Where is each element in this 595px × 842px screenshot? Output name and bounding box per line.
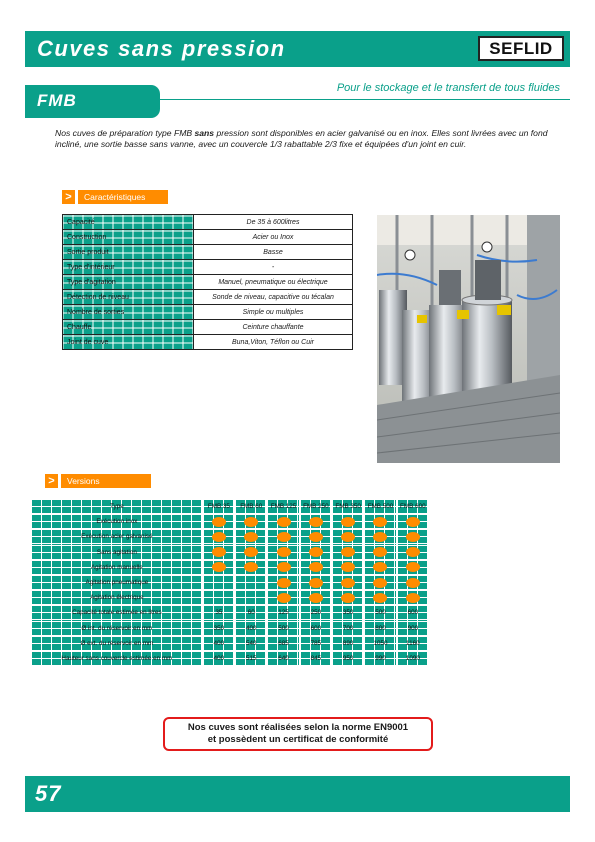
availability-cell — [365, 575, 395, 590]
available-dot-icon — [341, 532, 355, 542]
spec-row — [63, 290, 353, 305]
value-cell: 785 — [301, 636, 331, 651]
value-cell: 900 — [398, 621, 428, 636]
available-dot-icon — [212, 517, 226, 527]
availability-cell — [204, 545, 234, 560]
divider — [160, 99, 570, 100]
product-photo — [377, 215, 560, 463]
availability-cell — [333, 590, 363, 605]
availability-cell — [268, 514, 298, 529]
availability-cell — [398, 575, 428, 590]
available-dot-icon — [212, 532, 226, 542]
version-row-label: Agitation électrique — [32, 590, 202, 605]
value-cell: 990 — [365, 651, 395, 666]
availability-cell — [236, 529, 266, 544]
value-cell: 35 — [204, 605, 234, 620]
spec-row — [63, 260, 353, 275]
value-cell: 250 — [301, 605, 331, 620]
model-column-header: FMB 35 — [204, 499, 234, 514]
characteristics-label: Caractéristiques — [78, 190, 168, 204]
available-dot-icon — [309, 517, 323, 527]
spec-row — [63, 215, 353, 230]
value-cell: 1160 — [398, 636, 428, 651]
availability-cell — [301, 590, 331, 605]
spec-key: Sortie produit — [63, 245, 194, 260]
availability-cell — [365, 529, 395, 544]
arrow-icon: > — [62, 190, 75, 204]
seflid-logo: SEFLID — [478, 36, 564, 61]
available-dot-icon — [373, 562, 387, 572]
spec-row — [63, 245, 353, 260]
spec-row — [63, 335, 353, 350]
available-dot-icon — [212, 562, 226, 572]
notice-line-2: et possèdent un certificat de conformité — [207, 734, 389, 745]
certification-notice — [163, 717, 433, 751]
footer-bar — [25, 776, 570, 812]
value-cell: 400 — [204, 636, 234, 651]
model-column-header: FMB 500 — [365, 499, 395, 514]
availability-cell — [236, 514, 266, 529]
spec-row — [63, 305, 353, 320]
spec-value: Acier ou Inox — [194, 230, 353, 245]
page-number: 57 — [35, 781, 62, 806]
value-cell: 350 — [204, 621, 234, 636]
value-cell: 1050 — [365, 636, 395, 651]
available-dot-icon — [277, 517, 291, 527]
value-cell: 845 — [301, 651, 331, 666]
version-row-label: Agitation pneumatique — [32, 575, 202, 590]
availability-cell — [398, 590, 428, 605]
intro-bold: sans — [194, 128, 215, 138]
value-cell: 125 — [268, 605, 298, 620]
available-dot-icon — [406, 578, 420, 588]
available-dot-icon — [277, 593, 291, 603]
availability-cell — [365, 590, 395, 605]
available-dot-icon — [406, 593, 420, 603]
availability-cell — [204, 560, 234, 575]
version-row-label: Capacité totale estimée en litres — [32, 605, 202, 620]
characteristics-tag — [62, 190, 168, 204]
value-cell: 400 — [236, 621, 266, 636]
version-row — [32, 529, 428, 544]
availability-cell — [268, 575, 298, 590]
version-row-label: Exécution acier galvanisé — [32, 529, 202, 544]
available-dot-icon — [244, 547, 258, 557]
spec-value: Buna,Viton, Téflon ou Cuir — [194, 335, 353, 350]
model-column-header: FMB 250 — [301, 499, 331, 514]
value-cell: 890 — [333, 636, 363, 651]
versions-type-header: Type — [32, 499, 202, 514]
availability-cell — [301, 529, 331, 544]
availability-cell — [236, 560, 266, 575]
availability-cell — [204, 514, 234, 529]
spec-key: Joint de cuve — [63, 335, 194, 350]
spec-key: Construction — [63, 230, 194, 245]
available-dot-icon — [244, 517, 258, 527]
versions-header-row — [32, 499, 428, 514]
value-cell: 600 — [301, 621, 331, 636]
available-dot-icon — [341, 517, 355, 527]
value-cell: 800 — [365, 621, 395, 636]
spec-row — [63, 320, 353, 335]
available-dot-icon — [212, 547, 226, 557]
available-dot-icon — [373, 532, 387, 542]
availability-cell — [333, 545, 363, 560]
spec-key: Capacité — [63, 215, 194, 230]
model-tab — [25, 85, 160, 118]
value-cell: 400 — [204, 651, 234, 666]
available-dot-icon — [406, 517, 420, 527]
value-cell: 540 — [236, 636, 266, 651]
availability-cell — [333, 560, 363, 575]
spec-value: Ceinture chauffante — [194, 320, 353, 335]
characteristics-table — [62, 214, 353, 350]
available-dot-icon — [373, 547, 387, 557]
available-dot-icon — [341, 562, 355, 572]
spec-row — [63, 230, 353, 245]
version-row — [32, 575, 428, 590]
spec-value: Simple ou multiples — [194, 305, 353, 320]
available-dot-icon — [373, 578, 387, 588]
version-row — [32, 636, 428, 651]
available-dot-icon — [309, 578, 323, 588]
spec-key: Type d'intérieur — [63, 260, 194, 275]
intro-text-1: Nos cuves de préparation type FMB — [55, 128, 195, 138]
available-dot-icon — [341, 593, 355, 603]
availability-cell — [204, 529, 234, 544]
version-row-label: Sans agitation — [32, 545, 202, 560]
version-row-label: Exécution inox — [32, 514, 202, 529]
spec-row — [63, 275, 353, 290]
spec-value: - — [194, 260, 353, 275]
empty-cell — [204, 590, 234, 605]
spec-value: Basse — [194, 245, 353, 260]
spec-value: Manuel, pneumatique ou électrique — [194, 275, 353, 290]
availability-cell — [301, 560, 331, 575]
value-cell: 515 — [236, 651, 266, 666]
value-cell: 600 — [398, 605, 428, 620]
available-dot-icon — [244, 562, 258, 572]
value-cell: 685 — [268, 636, 298, 651]
version-row — [32, 560, 428, 575]
model-column-header: FMB 125 — [268, 499, 298, 514]
availability-cell — [333, 575, 363, 590]
spec-key: Type d'agitation — [63, 275, 194, 290]
availability-cell — [268, 529, 298, 544]
subtitle: Pour le stockage et le transfert de tous fluides — [336, 82, 560, 94]
spec-key: Détection de niveau — [63, 290, 194, 305]
available-dot-icon — [277, 547, 291, 557]
availability-cell — [268, 560, 298, 575]
availability-cell — [398, 560, 428, 575]
versions-tag — [45, 474, 151, 488]
empty-cell — [236, 590, 266, 605]
version-row — [32, 651, 428, 666]
model-name: FMB — [37, 91, 77, 110]
versions-table — [30, 499, 430, 666]
intro-paragraph — [55, 128, 560, 150]
empty-cell — [204, 575, 234, 590]
available-dot-icon — [406, 532, 420, 542]
availability-cell — [301, 575, 331, 590]
version-row-label: Ø int. du réservoir en mm — [32, 621, 202, 636]
spec-value: De 35 à 600litres — [194, 215, 353, 230]
availability-cell — [398, 545, 428, 560]
available-dot-icon — [309, 593, 323, 603]
intro-text-2: pression sont disponibles en acier galvanisé ou en inox. Elles sont livrées avec un fond incliné, une sortie basse sans vanne, avec un couvercle 1/3 rabattable 2/3 fixe et équipées d'un joint en cuir. — [55, 128, 548, 149]
tank-photo-illustration — [377, 215, 560, 463]
spec-key: Nombre de sorties — [63, 305, 194, 320]
version-row — [32, 514, 428, 529]
available-dot-icon — [406, 562, 420, 572]
available-dot-icon — [309, 562, 323, 572]
availability-cell — [365, 514, 395, 529]
available-dot-icon — [341, 547, 355, 557]
version-row-label: Ø ext. du réservoir en mm — [32, 636, 202, 651]
model-column-header: FMB 600 — [398, 499, 428, 514]
version-row — [32, 545, 428, 560]
value-cell: 700 — [333, 621, 363, 636]
spec-value: Sonde de niveau, capacitive ou técalan — [194, 290, 353, 305]
version-row — [32, 621, 428, 636]
available-dot-icon — [277, 532, 291, 542]
value-cell: 500 — [268, 621, 298, 636]
version-row-label: Agitation manuelle — [32, 560, 202, 575]
arrow-icon: > — [45, 474, 58, 488]
available-dot-icon — [406, 547, 420, 557]
available-dot-icon — [244, 532, 258, 542]
header-bar — [25, 31, 570, 67]
availability-cell — [333, 514, 363, 529]
availability-cell — [333, 529, 363, 544]
availability-cell — [236, 545, 266, 560]
value-cell: 640 — [268, 651, 298, 666]
available-dot-icon — [373, 593, 387, 603]
availability-cell — [301, 545, 331, 560]
page-title: Cuves sans pression — [37, 36, 286, 61]
availability-cell — [268, 545, 298, 560]
available-dot-icon — [309, 547, 323, 557]
value-cell: 500 — [365, 605, 395, 620]
available-dot-icon — [341, 578, 355, 588]
value-cell: 1090 — [398, 651, 428, 666]
value-cell: 350 — [333, 605, 363, 620]
available-dot-icon — [277, 562, 291, 572]
notice-line-1: Nos cuves sont réalisées selon la norme EN9001 — [187, 722, 409, 733]
availability-cell — [268, 590, 298, 605]
availability-cell — [398, 529, 428, 544]
availability-cell — [365, 560, 395, 575]
model-column-header: FMB 60 — [236, 499, 266, 514]
value-cell: 950 — [333, 651, 363, 666]
available-dot-icon — [277, 578, 291, 588]
spec-key: Chauffe — [63, 320, 194, 335]
versions-label: Versions — [61, 474, 151, 488]
model-column-header: FMB 350 — [333, 499, 363, 514]
availability-cell — [398, 514, 428, 529]
version-row-label: Hauteur sans couvercle estimée en mm — [32, 651, 202, 666]
version-row — [32, 605, 428, 620]
value-cell: 60 — [236, 605, 266, 620]
available-dot-icon — [373, 517, 387, 527]
available-dot-icon — [309, 532, 323, 542]
availability-cell — [301, 514, 331, 529]
availability-cell — [365, 545, 395, 560]
empty-cell — [236, 575, 266, 590]
version-row — [32, 590, 428, 605]
